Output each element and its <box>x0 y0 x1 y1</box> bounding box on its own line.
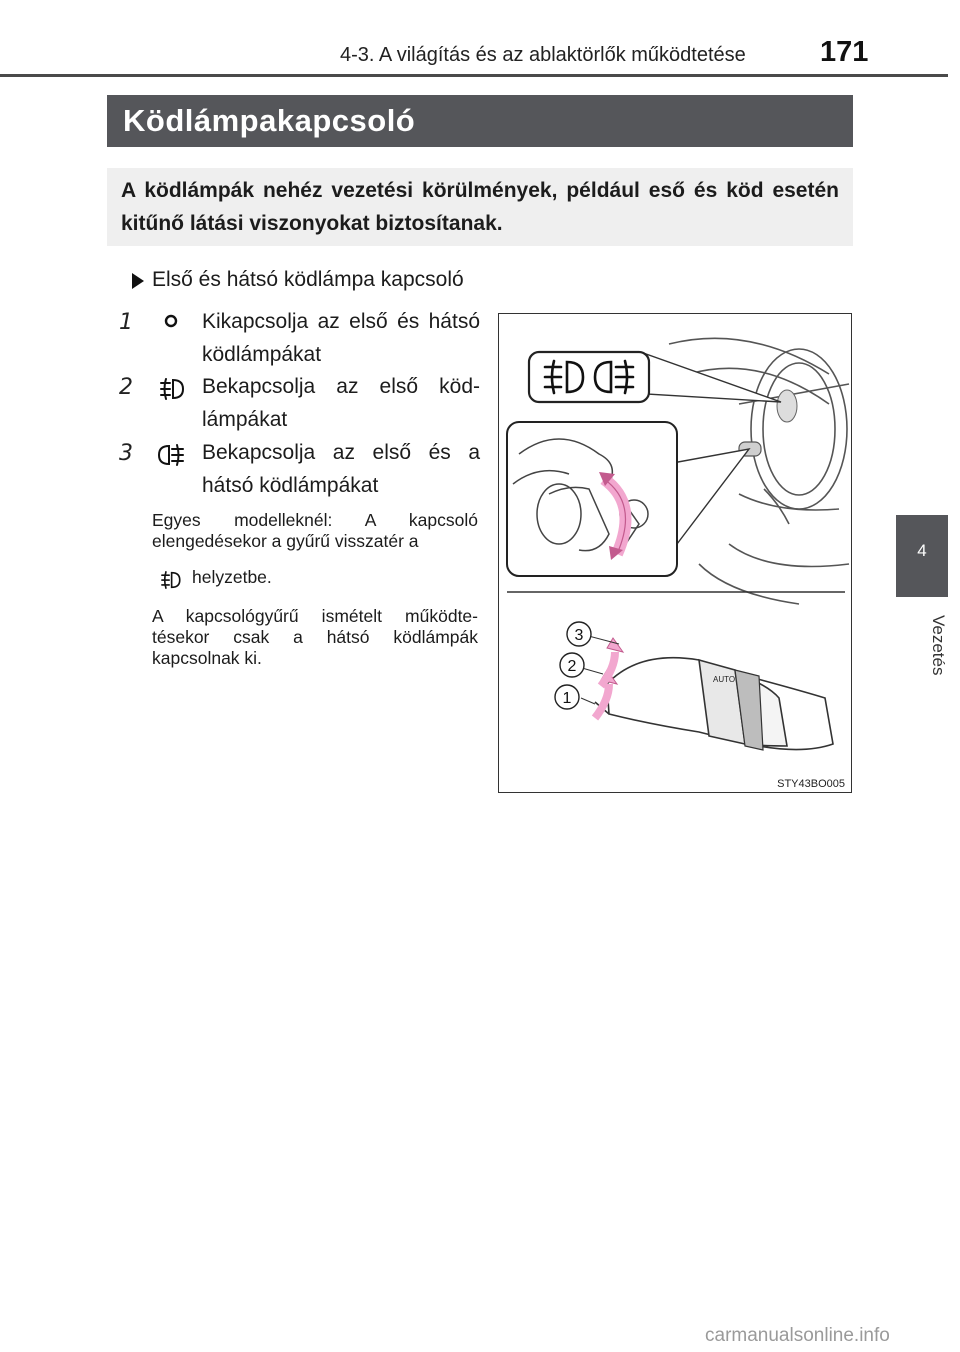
subheading: Első és hátsó ködlámpa kapcsoló <box>152 268 464 291</box>
callout-2: 2 <box>567 658 577 675</box>
note-return-position: Egyes modelleknél: A kapcsoló elengedésekor a gyűrű visszatér a <box>152 510 478 551</box>
triangle-bullet-icon <box>132 273 144 289</box>
chapter-tab <box>896 515 948 597</box>
callout-1: 1 <box>562 690 572 707</box>
watermark: carmanualsonline.info <box>705 1325 890 1346</box>
item-text-2: Bekapcsolja az első köd-lámpákat <box>202 375 480 431</box>
front-fog-light-icon <box>157 569 183 591</box>
lever-auto-label: AUTO <box>713 675 736 684</box>
item-number-3: 3 <box>119 441 133 466</box>
chapter-label: Vezetés <box>929 614 948 676</box>
chapter-number: 4 <box>917 541 927 560</box>
section-title-bar <box>107 95 853 147</box>
rear-fog-light-icon <box>155 442 187 468</box>
intro-text: A ködlámpák nehéz vezetési körülmények, például eső és köd esetén kitűnő látási viszonyokat biztosítanak. <box>121 179 839 235</box>
figure-code: STY43BO005 <box>777 778 845 790</box>
running-header: 4-3. A világítás és az ablaktörlők működtetése <box>340 44 746 66</box>
intro-box <box>107 168 853 246</box>
off-circle-icon <box>155 311 187 337</box>
item-text-1: Kikapcsolja az első és hátsó ködlámpákat <box>202 310 480 366</box>
header-rule <box>0 74 948 77</box>
front-fog-light-icon <box>155 376 187 402</box>
item-number-2: 2 <box>119 375 133 400</box>
note-repeat-operation: A kapcsológyűrű ismételt működte-tésekor csak a hátsó ködlámpák kapcsolnak ki. <box>152 606 478 668</box>
page-number: 171 <box>820 36 869 68</box>
item-text-3: Bekapcsolja az első és a hátsó ködlámpákat <box>202 441 480 497</box>
illustration-figure <box>498 313 852 793</box>
fog-switch-illustration <box>499 314 851 792</box>
item-number-1: 1 <box>119 310 133 335</box>
callout-3: 3 <box>574 627 584 644</box>
note-position-word: helyzetbe. <box>192 567 272 587</box>
section-title: Ködlámpakapcsoló <box>123 103 416 138</box>
